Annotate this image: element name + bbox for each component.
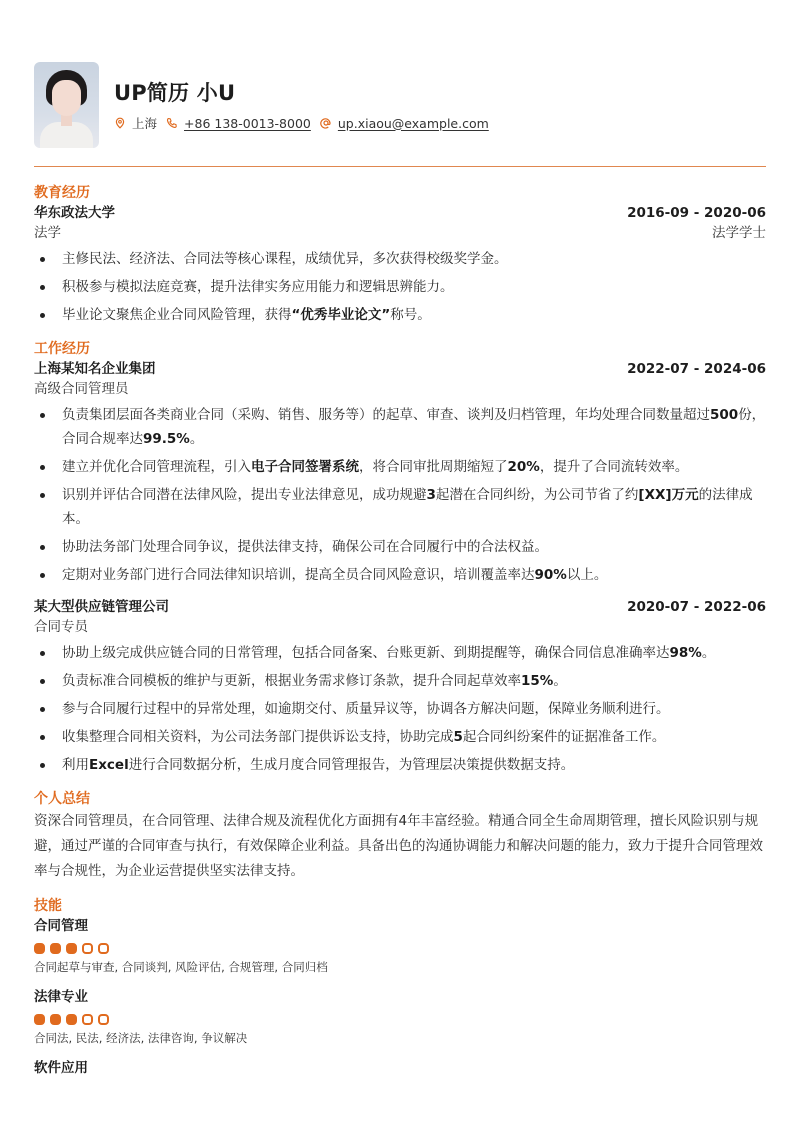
bullet-item: 协助法务部门处理合同争议，提供法律支持，确保公司在合同履行中的合法权益。: [34, 535, 766, 559]
work-dates: 2020-07 - 2022-06: [627, 599, 766, 615]
bullet-item: 积极参与模拟法庭竞赛，提升法律实务应用能力和逻辑思辨能力。: [34, 275, 766, 299]
bullet-item: 利用Excel进行合同数据分析，生成月度合同管理报告，为管理层决策提供数据支持。: [34, 753, 766, 777]
at-sign-icon: [320, 117, 332, 129]
rating-dot-filled: [50, 943, 61, 954]
header-divider: [34, 166, 766, 167]
skill-group: [34, 916, 766, 975]
education-dates: 2016-09 - 2020-06: [627, 205, 766, 221]
contact-row: [114, 114, 498, 132]
skills-section: [34, 896, 766, 1078]
phone-icon: [166, 117, 178, 129]
summary-section: [34, 789, 766, 884]
bullet-item: 毕业论文聚焦企业合同风险管理，获得“优秀毕业论文”称号。: [34, 303, 766, 327]
skill-group: [34, 1058, 766, 1078]
rating-dot-empty: [82, 1014, 93, 1025]
work-entry-head: [34, 597, 766, 617]
contact-phone: [166, 116, 311, 131]
bullet-item: 负责集团层面各类商业合同（采购、销售、服务等）的起草、审查、谈判及归档管理，年均处理合同数量超过500份，合同合规率达99.5%。: [34, 403, 766, 451]
candidate-name: UP简历 小U: [114, 81, 236, 105]
work-entry-head: [34, 359, 766, 379]
email-link[interactable]: up.xiaou@example.com: [337, 115, 489, 131]
resume-page: [34, 62, 766, 1078]
bullet-item: 负责标准合同模板的维护与更新，根据业务需求修订条款，提升合同起草效率15%。: [34, 669, 766, 693]
bullet-item: 识别并评估合同潜在法律风险，提出专业法律意见，成功规避3起潜在合同纠纷，为公司节省了约[XX]万元的法律成本。: [34, 483, 766, 531]
section-title-summary: 个人总结: [34, 791, 90, 807]
skill-name: 软件应用: [34, 1060, 88, 1076]
contact-email: [320, 116, 489, 131]
rating-dot-empty: [98, 943, 109, 954]
skill-name: 法律专业: [34, 989, 88, 1005]
bullet-item: 定期对业务部门进行合同法律知识培训，提高全员合同风险意识，培训覆盖率达90%以上。: [34, 563, 766, 587]
skill-tags: 合同法, 民法, 经济法, 法律咨询, 争议解决: [34, 1031, 248, 1045]
education-entry-sub: [34, 223, 766, 243]
skill-rating: [34, 943, 766, 954]
rating-dot-filled: [66, 1014, 77, 1025]
education-entry-head: [34, 203, 766, 223]
section-title-education: 教育经历: [34, 185, 90, 201]
major: 法学: [34, 225, 61, 241]
skill-tags: 合同起草与审查, 合同谈判, 风险评估, 合规管理, 合同归档: [34, 960, 328, 974]
work-dates: 2022-07 - 2024-06: [627, 361, 766, 377]
education-bullets: [34, 247, 766, 327]
header-info: [114, 78, 498, 132]
bullet-item: 协助上级完成供应链合同的日常管理，包括合同备案、台账更新、到期提醒等，确保合同信息准确率达98%。: [34, 641, 766, 665]
rating-dot-filled: [34, 1014, 45, 1025]
phone-link[interactable]: +86 138-0013-8000: [184, 115, 311, 131]
degree: 法学学士: [712, 225, 766, 241]
bullet-item: 参与合同履行过程中的异常处理，如逾期交付、质量异议等，协调各方解决问题，保障业务顺利进行。: [34, 697, 766, 721]
education-section: [34, 183, 766, 327]
profile-photo: [34, 62, 99, 148]
job-role: 高级合同管理员: [34, 381, 129, 397]
work-entry-sub: [34, 617, 766, 637]
map-pin-icon: [114, 117, 126, 129]
bullet-item: 收集整理合同相关资料，为公司法务部门提供诉讼支持，协助完成5起合同纠纷案件的证据准备工作。: [34, 725, 766, 749]
bullet-item: 主修民法、经济法、合同法等核心课程，成绩优异，多次获得校级奖学金。: [34, 247, 766, 271]
work-bullets: [34, 403, 766, 587]
rating-dot-filled: [50, 1014, 61, 1025]
section-title-skills: 技能: [34, 898, 62, 914]
skill-name: 合同管理: [34, 918, 88, 934]
work-section: [34, 339, 766, 777]
bullet-item: 建立并优化合同管理流程，引入电子合同签署系统，将合同审批周期缩短了20%，提升了合同流转效率。: [34, 455, 766, 479]
company-name: 上海某知名企业集团: [34, 361, 156, 377]
summary-text: 资深合同管理员，在合同管理、法律合规及流程优化方面拥有4年丰富经验。精通合同全生命周期管理，擅长风险识别与规避，通过严谨的合同审查与执行，有效保障企业利益。具备出色的沟通协调能力和解决问题的能力，致力于提升合同管理效率与合规性，为企业运营提供坚实法律支持。: [34, 813, 763, 879]
contact-location: [114, 114, 157, 132]
skill-group: [34, 987, 766, 1046]
rating-dot-filled: [34, 943, 45, 954]
job-role: 合同专员: [34, 619, 88, 635]
company-name: 某大型供应链管理公司: [34, 599, 169, 615]
skill-rating: [34, 1014, 766, 1025]
resume-header: [34, 62, 766, 148]
rating-dot-empty: [82, 943, 93, 954]
school-name: 华东政法大学: [34, 205, 115, 221]
location-text: 上海: [132, 116, 158, 131]
rating-dot-empty: [98, 1014, 109, 1025]
rating-dot-filled: [66, 943, 77, 954]
work-bullets: [34, 641, 766, 777]
section-title-work: 工作经历: [34, 341, 90, 357]
work-entry-sub: [34, 379, 766, 399]
